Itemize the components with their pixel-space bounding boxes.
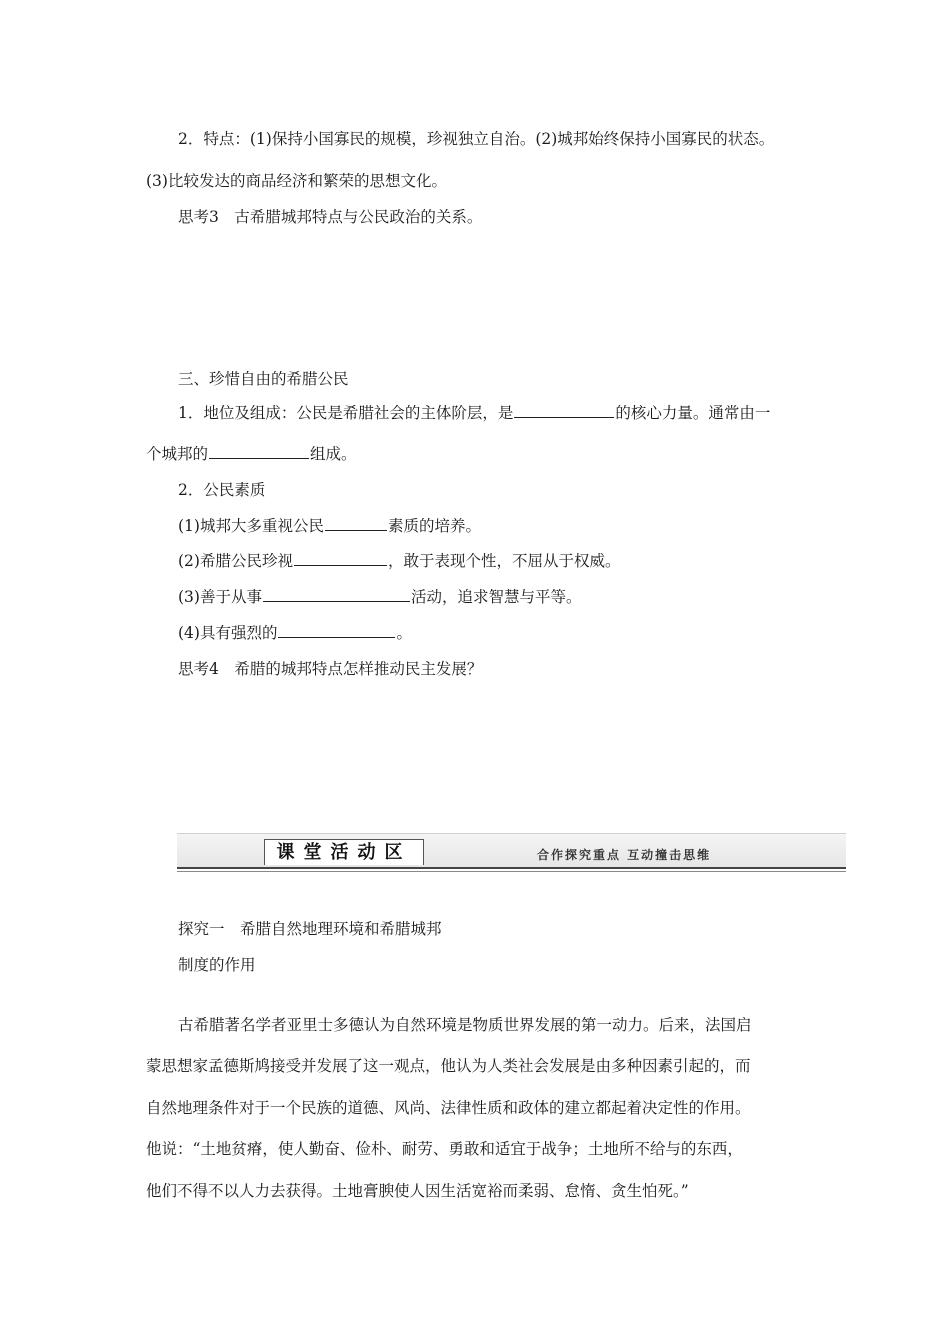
quality-q3 — [178, 585, 581, 607]
blank-composition[interactable] — [209, 457, 309, 459]
q1-text-a: (1)城邦大多重视公民 — [178, 517, 324, 535]
q1-text-b: 素质的培养。 — [387, 517, 481, 535]
paragraph-line-1: 古希腊著名学者亚里士多德认为自然环境是物质世界发展的第一动力。后来，法国启 — [178, 1016, 752, 1034]
item1-text-c: 个城邦的 — [146, 445, 209, 463]
item1-line2 — [146, 442, 357, 464]
item1-text-b: 的核心力量。通常由一 — [615, 404, 771, 422]
q2-text-b: ，敢于表现个性，不屈从于权威。 — [387, 552, 621, 570]
inquiry1-title-line1: 探究一 希腊自然地理环境和希腊城邦 — [178, 920, 442, 938]
quality-q2 — [178, 549, 620, 571]
blank-q2[interactable] — [294, 564, 387, 566]
q3-text-b: 活动，追求智慧与平等。 — [410, 588, 582, 606]
banner-rule-thin — [177, 871, 846, 872]
blank-q3[interactable] — [263, 600, 410, 602]
point2-line2: (3)比较发达的商品经济和繁荣的思想文化。 — [146, 172, 447, 190]
blank-q1[interactable] — [325, 529, 387, 531]
quality-q4 — [178, 621, 412, 643]
blank-core-force[interactable] — [514, 416, 614, 418]
q4-text-b: 。 — [396, 624, 412, 642]
paragraph-line-2: 蒙思想家孟德斯鸠接受并发展了这一观点，他认为人类社会发展是由多种因素引起的，而 — [146, 1057, 751, 1075]
q3-text-a: (3)善于从事 — [178, 588, 262, 606]
blank-q4[interactable] — [278, 636, 395, 638]
item2-heading: 2．公民素质 — [178, 481, 266, 499]
banner-subtitle: 合作探究重点 互动撞击思维 — [537, 848, 712, 862]
item1-text-a: 1．地位及组成：公民是希腊社会的主体阶层，是 — [178, 404, 514, 422]
think4-question: 思考4 希腊的城邦特点怎样推动民主发展？ — [178, 660, 483, 678]
paragraph-line-4: 他说：“土地贫瘠，使人勤奋、俭朴、耐劳、勇敢和适宜于战争；土地所不给与的东西， — [146, 1140, 743, 1158]
classroom-activity-banner — [177, 833, 846, 871]
paragraph-line-5: 他们不得不以人力去获得。土地膏腴使人因生活宽裕而柔弱、怠惰、贪生怕死。” — [146, 1182, 689, 1200]
inquiry1-title-line2: 制度的作用 — [178, 956, 256, 974]
q4-text-a: (4)具有强烈的 — [178, 624, 278, 642]
think3-question: 思考3 古希腊城邦特点与公民政治的关系。 — [178, 208, 483, 226]
item1-text-d: 组成。 — [310, 445, 357, 463]
banner-rule — [177, 867, 846, 869]
q2-text-a: (2)希腊公民珍视 — [178, 552, 293, 570]
item1-line1 — [178, 401, 770, 423]
point2-line1: 2．特点：(1)保持小国寡民的规模，珍视独立自治。(2)城邦始终保持小国寡民的状态。 — [178, 130, 775, 148]
banner-title: 课堂活动区 — [264, 839, 424, 865]
quality-q1 — [178, 514, 481, 536]
paragraph-line-3: 自然地理条件对于一个民族的道德、风尚、法律性质和政体的建立都起着决定性的作用。 — [146, 1099, 751, 1117]
section3-heading: 三、珍惜自由的希腊公民 — [178, 370, 349, 388]
